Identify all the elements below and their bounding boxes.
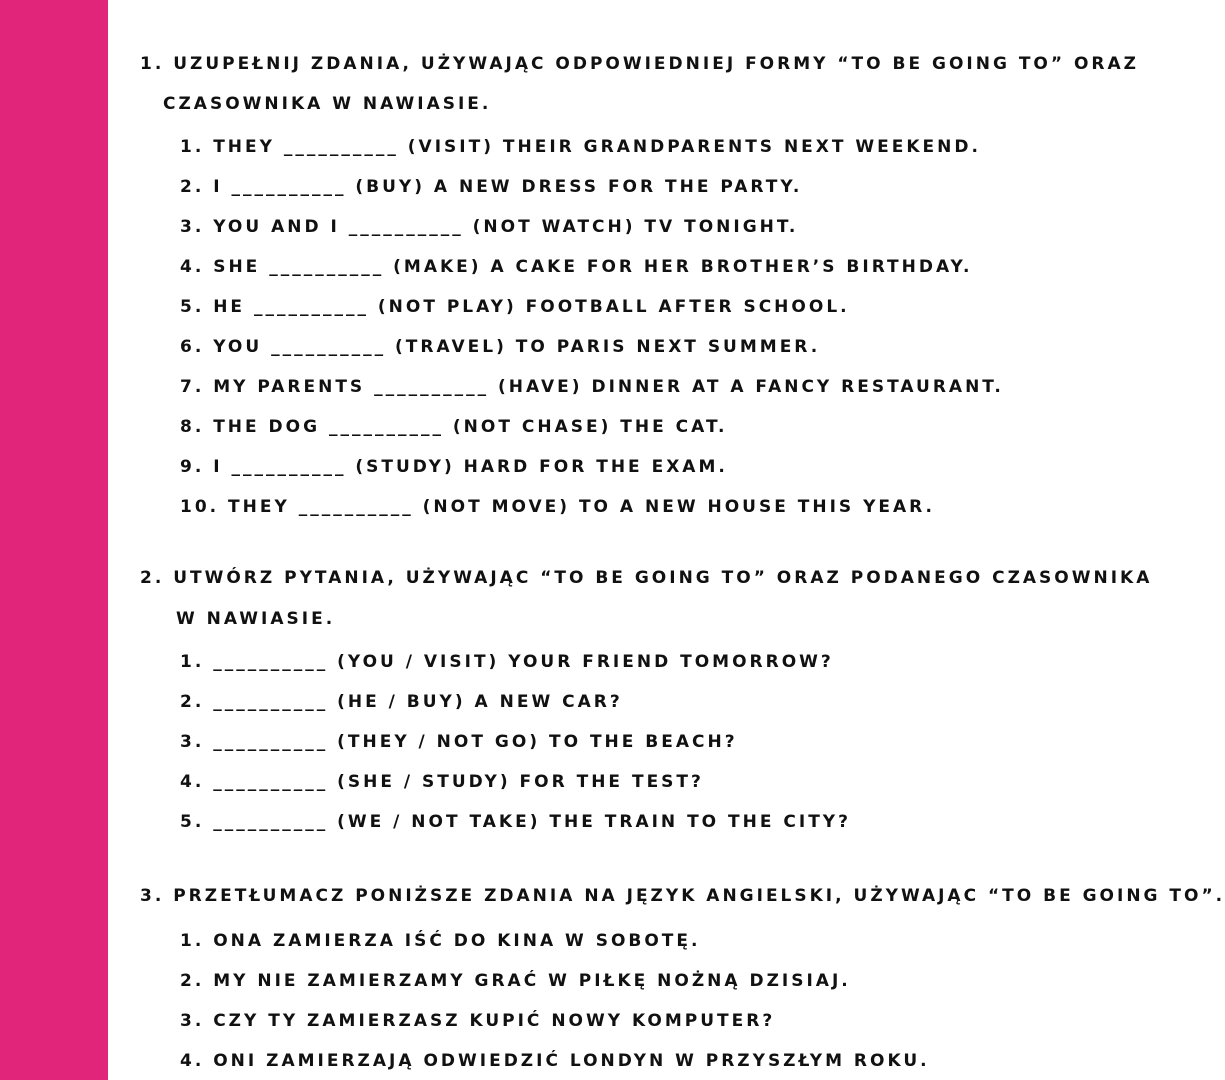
exercise-2-item: 1. __________ (YOU / VISIT) YOUR FRIEND TOMORROW? bbox=[180, 652, 834, 672]
exercise-3-item: 3. CZY TY ZAMIERZASZ KUPIĆ NOWY KOMPUTER? bbox=[180, 1011, 776, 1031]
exercise-1-item: 2. I __________ (BUY) A NEW DRESS FOR THE PARTY. bbox=[180, 177, 803, 197]
exercise-3-item: 1. ONA ZAMIERZA IŚĆ DO KINA W SOBOTĘ. bbox=[180, 931, 701, 951]
exercise-1-item: 8. THE DOG __________ (NOT CHASE) THE CAT. bbox=[180, 417, 728, 437]
exercise-1-heading-continued: CZASOWNIKA W NAWIASIE. bbox=[163, 94, 492, 114]
exercise-2-item: 3. __________ (THEY / NOT GO) TO THE BEACH? bbox=[180, 732, 738, 752]
exercise-1-item: 5. HE __________ (NOT PLAY) FOOTBALL AFTER SCHOOL. bbox=[180, 297, 850, 317]
worksheet bbox=[108, 0, 1225, 1080]
exercise-3-item: 4. ONI ZAMIERZAJĄ ODWIEDZIĆ LONDYN W PRZYSZŁYM ROKU. bbox=[180, 1051, 930, 1071]
exercise-3-heading: 3. PRZETŁUMACZ PONIŻSZE ZDANIA NA JĘZYK ANGIELSKI, UŻYWAJĄC “TO BE GOING TO”. bbox=[140, 886, 1225, 906]
pink-sidebar bbox=[0, 0, 108, 1080]
exercise-1-item: 7. MY PARENTS __________ (HAVE) DINNER AT A FANCY RESTAURANT. bbox=[180, 377, 1004, 397]
exercise-2-item: 2. __________ (HE / BUY) A NEW CAR? bbox=[180, 692, 623, 712]
exercise-1-item: 4. SHE __________ (MAKE) A CAKE FOR HER BROTHER’S BIRTHDAY. bbox=[180, 257, 973, 277]
exercise-1-item: 10. THEY __________ (NOT MOVE) TO A NEW HOUSE THIS YEAR. bbox=[180, 497, 936, 517]
exercise-1-item: 3. YOU AND I __________ (NOT WATCH) TV TONIGHT. bbox=[180, 217, 799, 237]
exercise-2-heading: 2. UTWÓRZ PYTANIA, UŻYWAJĄC “TO BE GOING TO” ORAZ PODANEGO CZASOWNIKA bbox=[140, 568, 1153, 588]
exercise-1-item: 9. I __________ (STUDY) HARD FOR THE EXAM. bbox=[180, 457, 728, 477]
exercise-2-item: 5. __________ (WE / NOT TAKE) THE TRAIN TO THE CITY? bbox=[180, 812, 851, 832]
exercise-3-item: 2. MY NIE ZAMIERZAMY GRAĆ W PIŁKĘ NOŻNĄ DZISIAJ. bbox=[180, 971, 851, 991]
exercise-1-heading: 1. UZUPEŁNIJ ZDANIA, UŻYWAJĄC ODPOWIEDNIEJ FORMY “TO BE GOING TO” ORAZ bbox=[140, 54, 1139, 74]
exercise-2-item: 4. __________ (SHE / STUDY) FOR THE TEST? bbox=[180, 772, 704, 792]
exercise-1-item: 1. THEY __________ (VISIT) THEIR GRANDPARENTS NEXT WEEKEND. bbox=[180, 137, 981, 157]
exercise-1-item: 6. YOU __________ (TRAVEL) TO PARIS NEXT SUMMER. bbox=[180, 337, 821, 357]
exercise-2-heading-continued: W NAWIASIE. bbox=[176, 609, 336, 629]
